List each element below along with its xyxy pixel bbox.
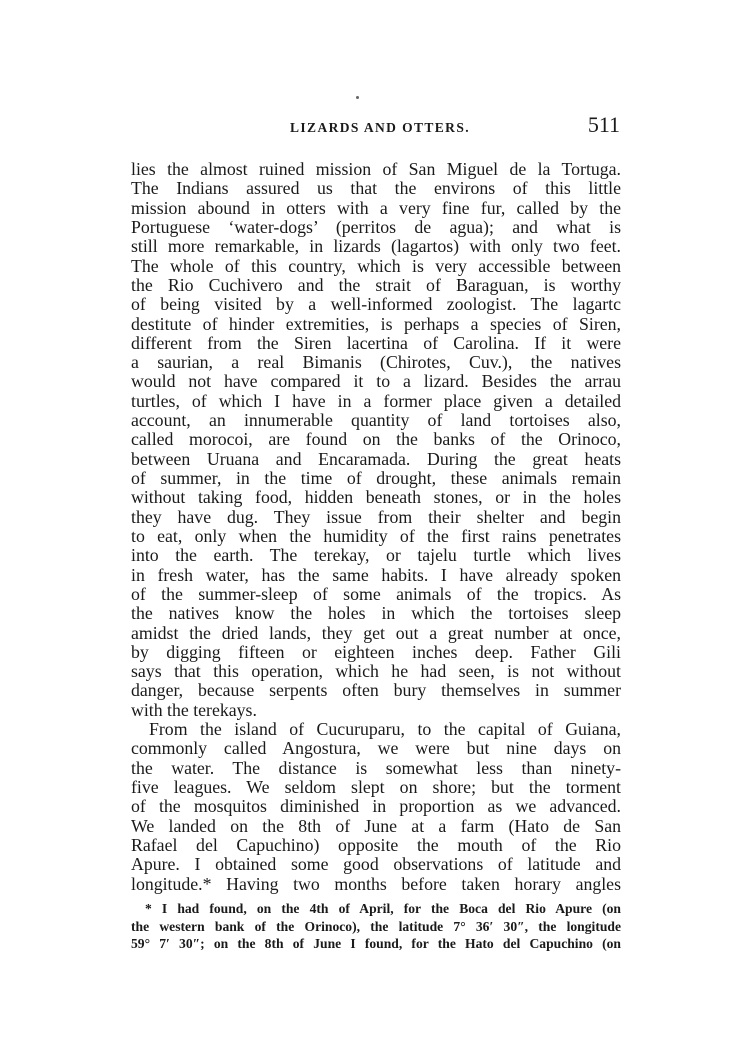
printer-mark bbox=[356, 96, 359, 99]
text-line: to eat, only when the humidity of the first rains penetrates bbox=[131, 525, 621, 546]
text-line: Portuguese ‘water-dogs’ (perritos de agua); and what is bbox=[131, 216, 621, 237]
text-line: says that this operation, which he had seen, is not without bbox=[131, 661, 621, 682]
text-line: The Indians assured us that the environs of this little bbox=[131, 178, 621, 199]
footnotes bbox=[131, 900, 621, 953]
text-line: with the terekays. bbox=[131, 699, 257, 720]
text-line: the natives know the holes in which the tortoises sleep bbox=[131, 603, 621, 624]
footnote-line: the western bank of the Orinoco), the latitude 7° 36′ 30″, the longitude bbox=[131, 918, 621, 934]
text-line: of the mosquitos diminished in proportion as we advanced. bbox=[131, 796, 621, 817]
text-line: the Rio Cuchivero and the strait of Baraguan, is worthy bbox=[131, 274, 621, 295]
page-number: 511 bbox=[587, 112, 620, 137]
text-line: without taking food, hidden beneath stones, or in the holes bbox=[131, 487, 621, 508]
text-line: account, an innumerable quantity of land tortoises also, bbox=[131, 410, 621, 431]
text-line: longitude.* Having two months before taken horary angles bbox=[131, 873, 621, 894]
text-line: commonly called Angostura, we were but nine days on bbox=[131, 738, 621, 759]
text-line: between Uruana and Encaramada. During the great heats bbox=[131, 448, 621, 469]
body-text bbox=[131, 160, 621, 894]
text-line: five leagues. We seldom slept on shore; but the torment bbox=[131, 777, 621, 797]
text-line: of being visited by a well-informed zoologist. The lagartc bbox=[131, 294, 621, 315]
text-line: We landed on the 8th of June at a farm (Hato de San bbox=[131, 815, 621, 836]
text-line: of summer, in the time of drought, these animals remain bbox=[131, 468, 621, 488]
text-line: in fresh water, has the same habits. I have already spoken bbox=[131, 564, 621, 585]
text-line: a saurian, a real Bimanis (Chirotes, Cuv.), the natives bbox=[131, 352, 621, 373]
text-line: danger, because serpents often bury themselves in summer bbox=[131, 680, 621, 701]
running-header bbox=[130, 112, 620, 148]
text-line: into the earth. The terekay, or tajelu turtle which lives bbox=[131, 545, 621, 566]
text-line: amidst the dried lands, they get out a great number at once, bbox=[131, 622, 621, 643]
text-line: of the summer-sleep of some animals of the tropics. As bbox=[131, 583, 621, 604]
footnote-line: 59° 7′ 30″; on the 8th of June I found, for the Hato del Capuchino (on bbox=[131, 936, 621, 951]
text-line: The whole of this country, which is very accessible between bbox=[131, 255, 621, 276]
text-line: Rafael del Capuchino) opposite the mouth of the Rio bbox=[131, 834, 621, 855]
text-line: destitute of hinder extremities, is perhaps a species of Siren, bbox=[131, 313, 621, 334]
paragraph-start-line: From the island of Cucuruparu, to the capital of Guiana, bbox=[149, 719, 621, 740]
text-line: still more remarkable, in lizards (lagartos) with only two feet. bbox=[131, 236, 621, 257]
text-line: turtles, of which I have in a former place given a detailed bbox=[131, 390, 621, 411]
text-line: by digging fifteen or eighteen inches deep. Father Gili bbox=[131, 641, 621, 662]
text-line: Apure. I obtained some good observations of latitude and bbox=[131, 854, 621, 875]
text-line: lies the almost ruined mission of San Miguel de la Tortuga. bbox=[131, 159, 621, 179]
text-line: called morocoi, are found on the banks of the Orinoco, bbox=[131, 429, 621, 450]
footnote-line: * I had found, on the 4th of April, for the Boca del Rio Apure (on bbox=[145, 901, 621, 916]
text-line: different from the Siren lacertina of Carolina. If it were bbox=[131, 332, 621, 353]
text-line: mission abound in otters with a very fine fur, called by the bbox=[131, 197, 621, 218]
text-line: would not have compared it to a lizard. Besides the arrau bbox=[131, 371, 621, 392]
running-title: LIZARDS AND OTTERS. bbox=[290, 120, 471, 135]
text-line: the water. The distance is somewhat less than ninety- bbox=[131, 757, 621, 778]
text-line: they have dug. They issue from their shelter and begin bbox=[131, 506, 621, 527]
